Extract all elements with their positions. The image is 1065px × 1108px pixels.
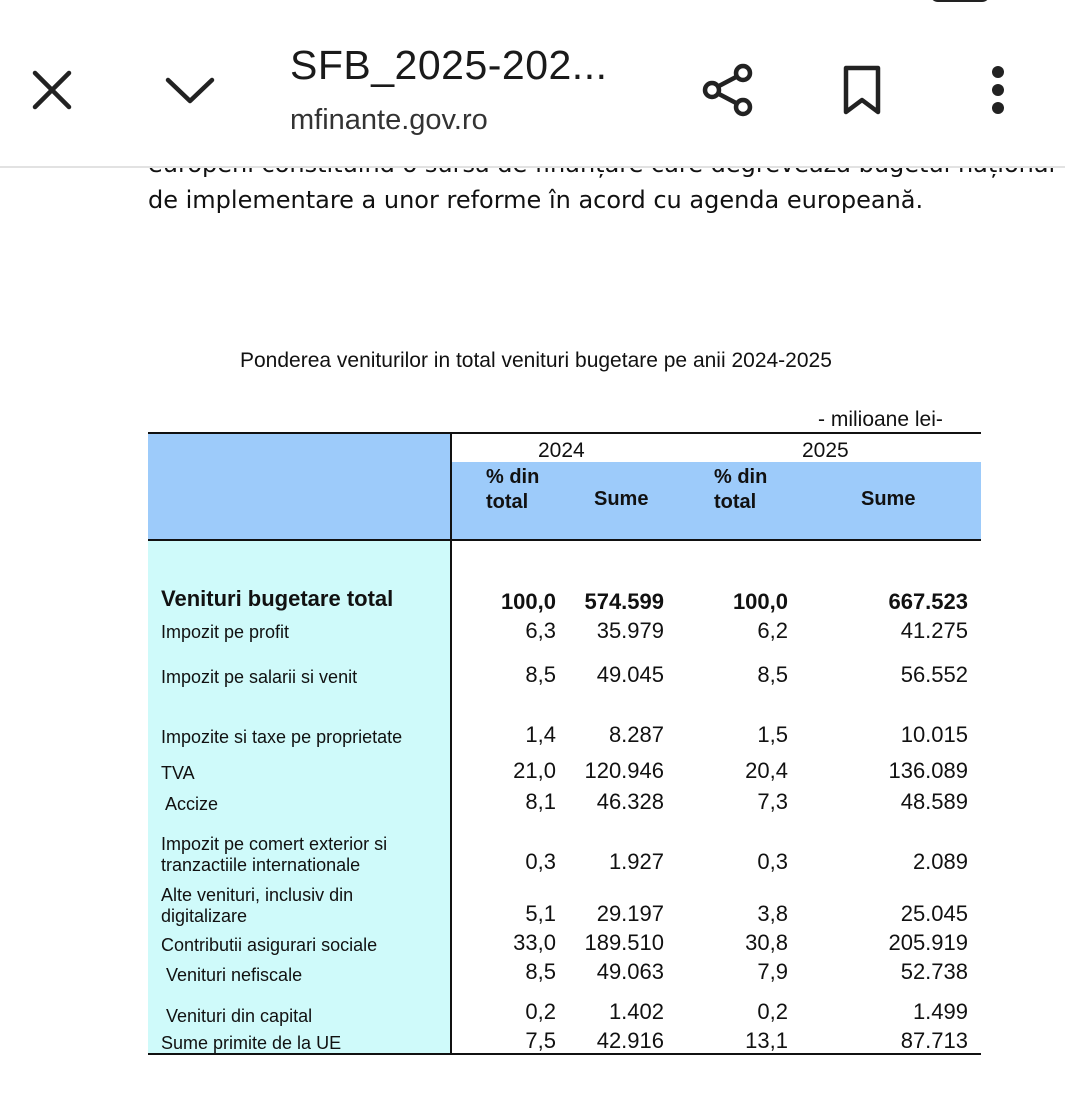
sume-header-2024: Sume — [594, 488, 649, 510]
pct-2024-value: 8,1 — [525, 789, 556, 814]
row-label — [161, 794, 218, 815]
table-header-rule — [148, 539, 981, 541]
pct-2025-value: 100,0 — [732, 589, 788, 614]
row-label — [161, 935, 377, 956]
year-2024: 2024 — [538, 439, 585, 462]
row-label-line: Alte venituri, inclusiv din — [161, 885, 354, 905]
sum-2024-value: 574.599 — [584, 589, 664, 614]
row-label-line: tranzactiile internationale — [161, 855, 361, 875]
close-icon — [29, 67, 75, 113]
pct-2025-value: 0,3 — [757, 849, 788, 874]
pct-2025-value: 0,2 — [757, 999, 788, 1024]
pct-2025-value: 7,3 — [757, 789, 788, 814]
sume-header-2025: Sume — [861, 488, 916, 510]
intro-text: de implementare a unor reforme în acord cu agenda europeană. — [148, 186, 924, 214]
pct-2025-value: 1,5 — [757, 722, 788, 747]
more-options-button[interactable] — [968, 58, 1028, 122]
row-label-line: TVA — [161, 763, 195, 783]
share-icon — [700, 62, 756, 118]
pct-header-line1: % din — [714, 466, 768, 488]
table-bottom-rule — [148, 1053, 981, 1055]
share-button[interactable] — [696, 58, 760, 122]
pct-header-line1: % din — [486, 466, 540, 488]
sum-2024-value: 1.402 — [608, 999, 664, 1024]
sum-2024-value: 42.916 — [596, 1028, 664, 1053]
sum-2025-value: 56.552 — [900, 662, 968, 687]
pct-2025-value: 13,1 — [745, 1028, 788, 1053]
pct-header-2024 — [486, 465, 539, 515]
row-label — [161, 763, 195, 784]
sum-2025-value: 205.919 — [888, 930, 968, 955]
more-vertical-icon — [991, 65, 1005, 115]
row-label-line: Impozit pe comert exterior si — [161, 834, 388, 854]
table-top-rule — [148, 432, 981, 434]
pct-2024-value: 33,0 — [513, 930, 556, 955]
sum-2024-value: 35.979 — [596, 618, 664, 643]
sum-2025-value: 52.738 — [900, 959, 968, 984]
close-button[interactable] — [22, 60, 82, 120]
sum-2024-value: 46.328 — [596, 789, 664, 814]
row-label — [161, 965, 302, 986]
sum-2024-value: 8.287 — [608, 722, 664, 747]
document-domain: mfinante.gov.ro — [290, 104, 488, 136]
pct-2024-value: 8,5 — [525, 662, 556, 687]
year-2025: 2025 — [802, 439, 849, 462]
row-label-line: Impozit pe salarii si venit — [161, 667, 358, 687]
header-year-row — [450, 432, 981, 462]
sum-2024-value: 49.045 — [596, 662, 664, 687]
pct-header-line2: total — [486, 491, 529, 513]
row-label-line: Venituri bugetare total — [161, 586, 394, 611]
pct-2025-value: 20,4 — [745, 758, 788, 783]
pct-2025-value: 8,5 — [757, 662, 788, 687]
pct-2024-value: 0,3 — [525, 849, 556, 874]
pct-2024-value: 6,3 — [525, 618, 556, 643]
pct-header-2025 — [714, 465, 767, 515]
sum-2025-value: 48.589 — [900, 789, 968, 814]
table-column-divider — [450, 432, 452, 1054]
row-label — [161, 667, 357, 688]
bookmark-button[interactable] — [832, 58, 892, 122]
row-label-line: Impozit pe profit — [161, 622, 290, 642]
sum-2024-value: 1.927 — [608, 849, 664, 874]
top-app-bar — [0, 0, 1065, 168]
bookmark-icon — [842, 64, 882, 116]
pct-2025-value: 7,9 — [757, 959, 788, 984]
row-label-line: Venituri nefiscale — [161, 965, 303, 985]
sum-2025-value: 667.523 — [888, 589, 968, 614]
row-label-line: Impozite si taxe pe proprietate — [161, 727, 403, 747]
row-label-line: Contributii asigurari sociale — [161, 935, 378, 955]
row-label-line: Accize — [161, 794, 219, 814]
pct-2024-value: 8,5 — [525, 959, 556, 984]
pct-2024-value: 0,2 — [525, 999, 556, 1024]
pct-header-line2: total — [714, 491, 757, 513]
pct-2025-value: 30,8 — [745, 930, 788, 955]
row-label — [161, 1006, 312, 1027]
row-label — [161, 1033, 341, 1054]
pct-2024-value: 21,0 — [513, 758, 556, 783]
unit-note: - milioane lei- — [818, 408, 943, 431]
pct-2024-value: 5,1 — [525, 901, 556, 926]
sum-2025-value: 136.089 — [888, 758, 968, 783]
status-pill — [930, 0, 990, 2]
pct-2025-value: 6,2 — [757, 618, 788, 643]
row-label — [161, 622, 289, 643]
pct-2024-value: 7,5 — [525, 1028, 556, 1053]
sum-2024-value: 49.063 — [596, 959, 664, 984]
row-label — [161, 834, 387, 876]
row-label-line: Sume primite de la UE — [161, 1033, 342, 1053]
header-label-cell — [148, 432, 450, 540]
pct-2024-value: 1,4 — [525, 722, 556, 747]
sum-2025-value: 41.275 — [900, 618, 968, 643]
row-label — [161, 727, 402, 748]
expand-button[interactable] — [160, 60, 220, 120]
table-title: Ponderea veniturilor in total venituri bugetare pe anii 2024-2025 — [240, 349, 832, 372]
sum-2024-value: 189.510 — [584, 930, 664, 955]
document-title: SFB_2025-202... — [290, 42, 608, 88]
row-label-line: Venituri din capital — [161, 1006, 313, 1026]
row-label-line: digitalizare — [161, 906, 248, 926]
row-label — [161, 588, 393, 609]
sum-2024-value: 29.197 — [596, 901, 664, 926]
sum-2025-value: 87.713 — [900, 1028, 968, 1053]
sum-2025-value: 1.499 — [912, 999, 968, 1024]
pct-2024-value: 100,0 — [500, 589, 556, 614]
sum-2025-value: 2.089 — [912, 849, 968, 874]
sum-2024-value: 120.946 — [584, 758, 664, 783]
sum-2025-value: 10.015 — [900, 722, 968, 747]
sum-2025-value: 25.045 — [900, 901, 968, 926]
pct-2025-value: 3,8 — [757, 901, 788, 926]
chevron-down-icon — [164, 73, 216, 107]
row-label — [161, 885, 353, 927]
